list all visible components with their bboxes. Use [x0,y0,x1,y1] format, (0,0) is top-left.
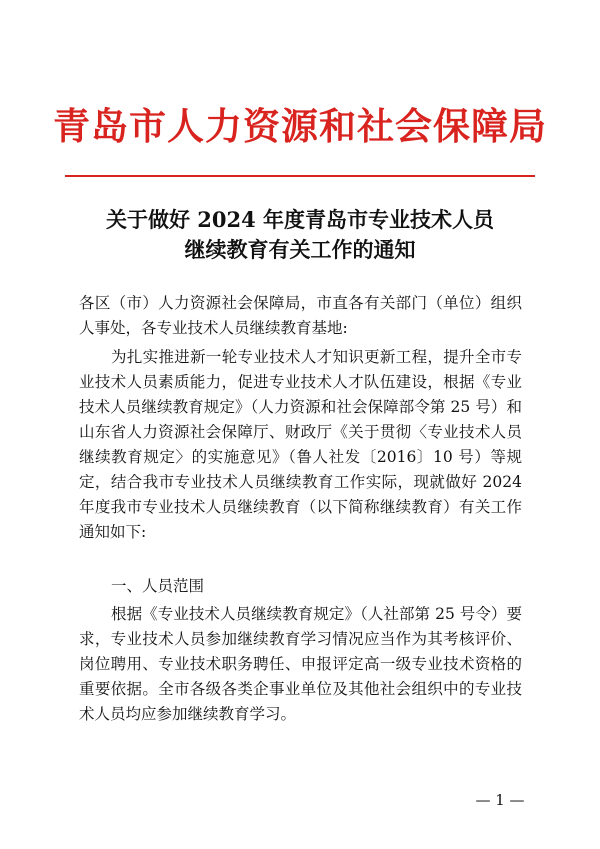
salutation: 各区（市）人力资源社会保障局，市直各有关部门（单位）组织人事处，各专业技术人员继续教育基地: [79,294,522,337]
page-number: — 1 — [475,791,525,809]
document-title-line-2: 继续教育有关工作的通知 [184,237,416,262]
document-title-line-1: 关于做好 2024 年度青岛市专业技术人员 [105,207,495,232]
letterhead-rule [65,175,535,177]
section-heading-personnel-scope: 一、人员范围 [111,577,205,595]
paragraph-intro: 为扎实推进新一轮专业技术人才知识更新工程，提升全市专业技术人员素质能力，促进专业技术人才队伍建设，根据《专业技术人员继续教育规定》（人力资源和社会保障部令第 25 号）和山东省人力资源社会保障厅、财政厅《关于贯彻〈专业技术人员继续教育规定〉的实施意见》（鲁人社发〔2016〕10 号）等规定，结合我市专业技术人员继续教育工作实际，现就做好 2024 年度我市专业技术人员继续教育（以下简称继续教育）有关工作通知如下: [79,348,522,541]
paragraph-personnel-scope: 根据《专业技术人员继续教育规定》（人社部第 25 号令）要求，专业技术人员参加继续教育学习情况应当作为其考核评价、岗位聘用、专业技术职务聘任、申报评定高一级专业技术资格的重要依据。全市各级各类企事业单位及其他社会组织中的专业技术人员均应参加继续教育学习。 [79,605,522,723]
document-title [0,205,600,265]
letterhead-title: 青岛市人力资源和社会保障局 [53,104,547,148]
